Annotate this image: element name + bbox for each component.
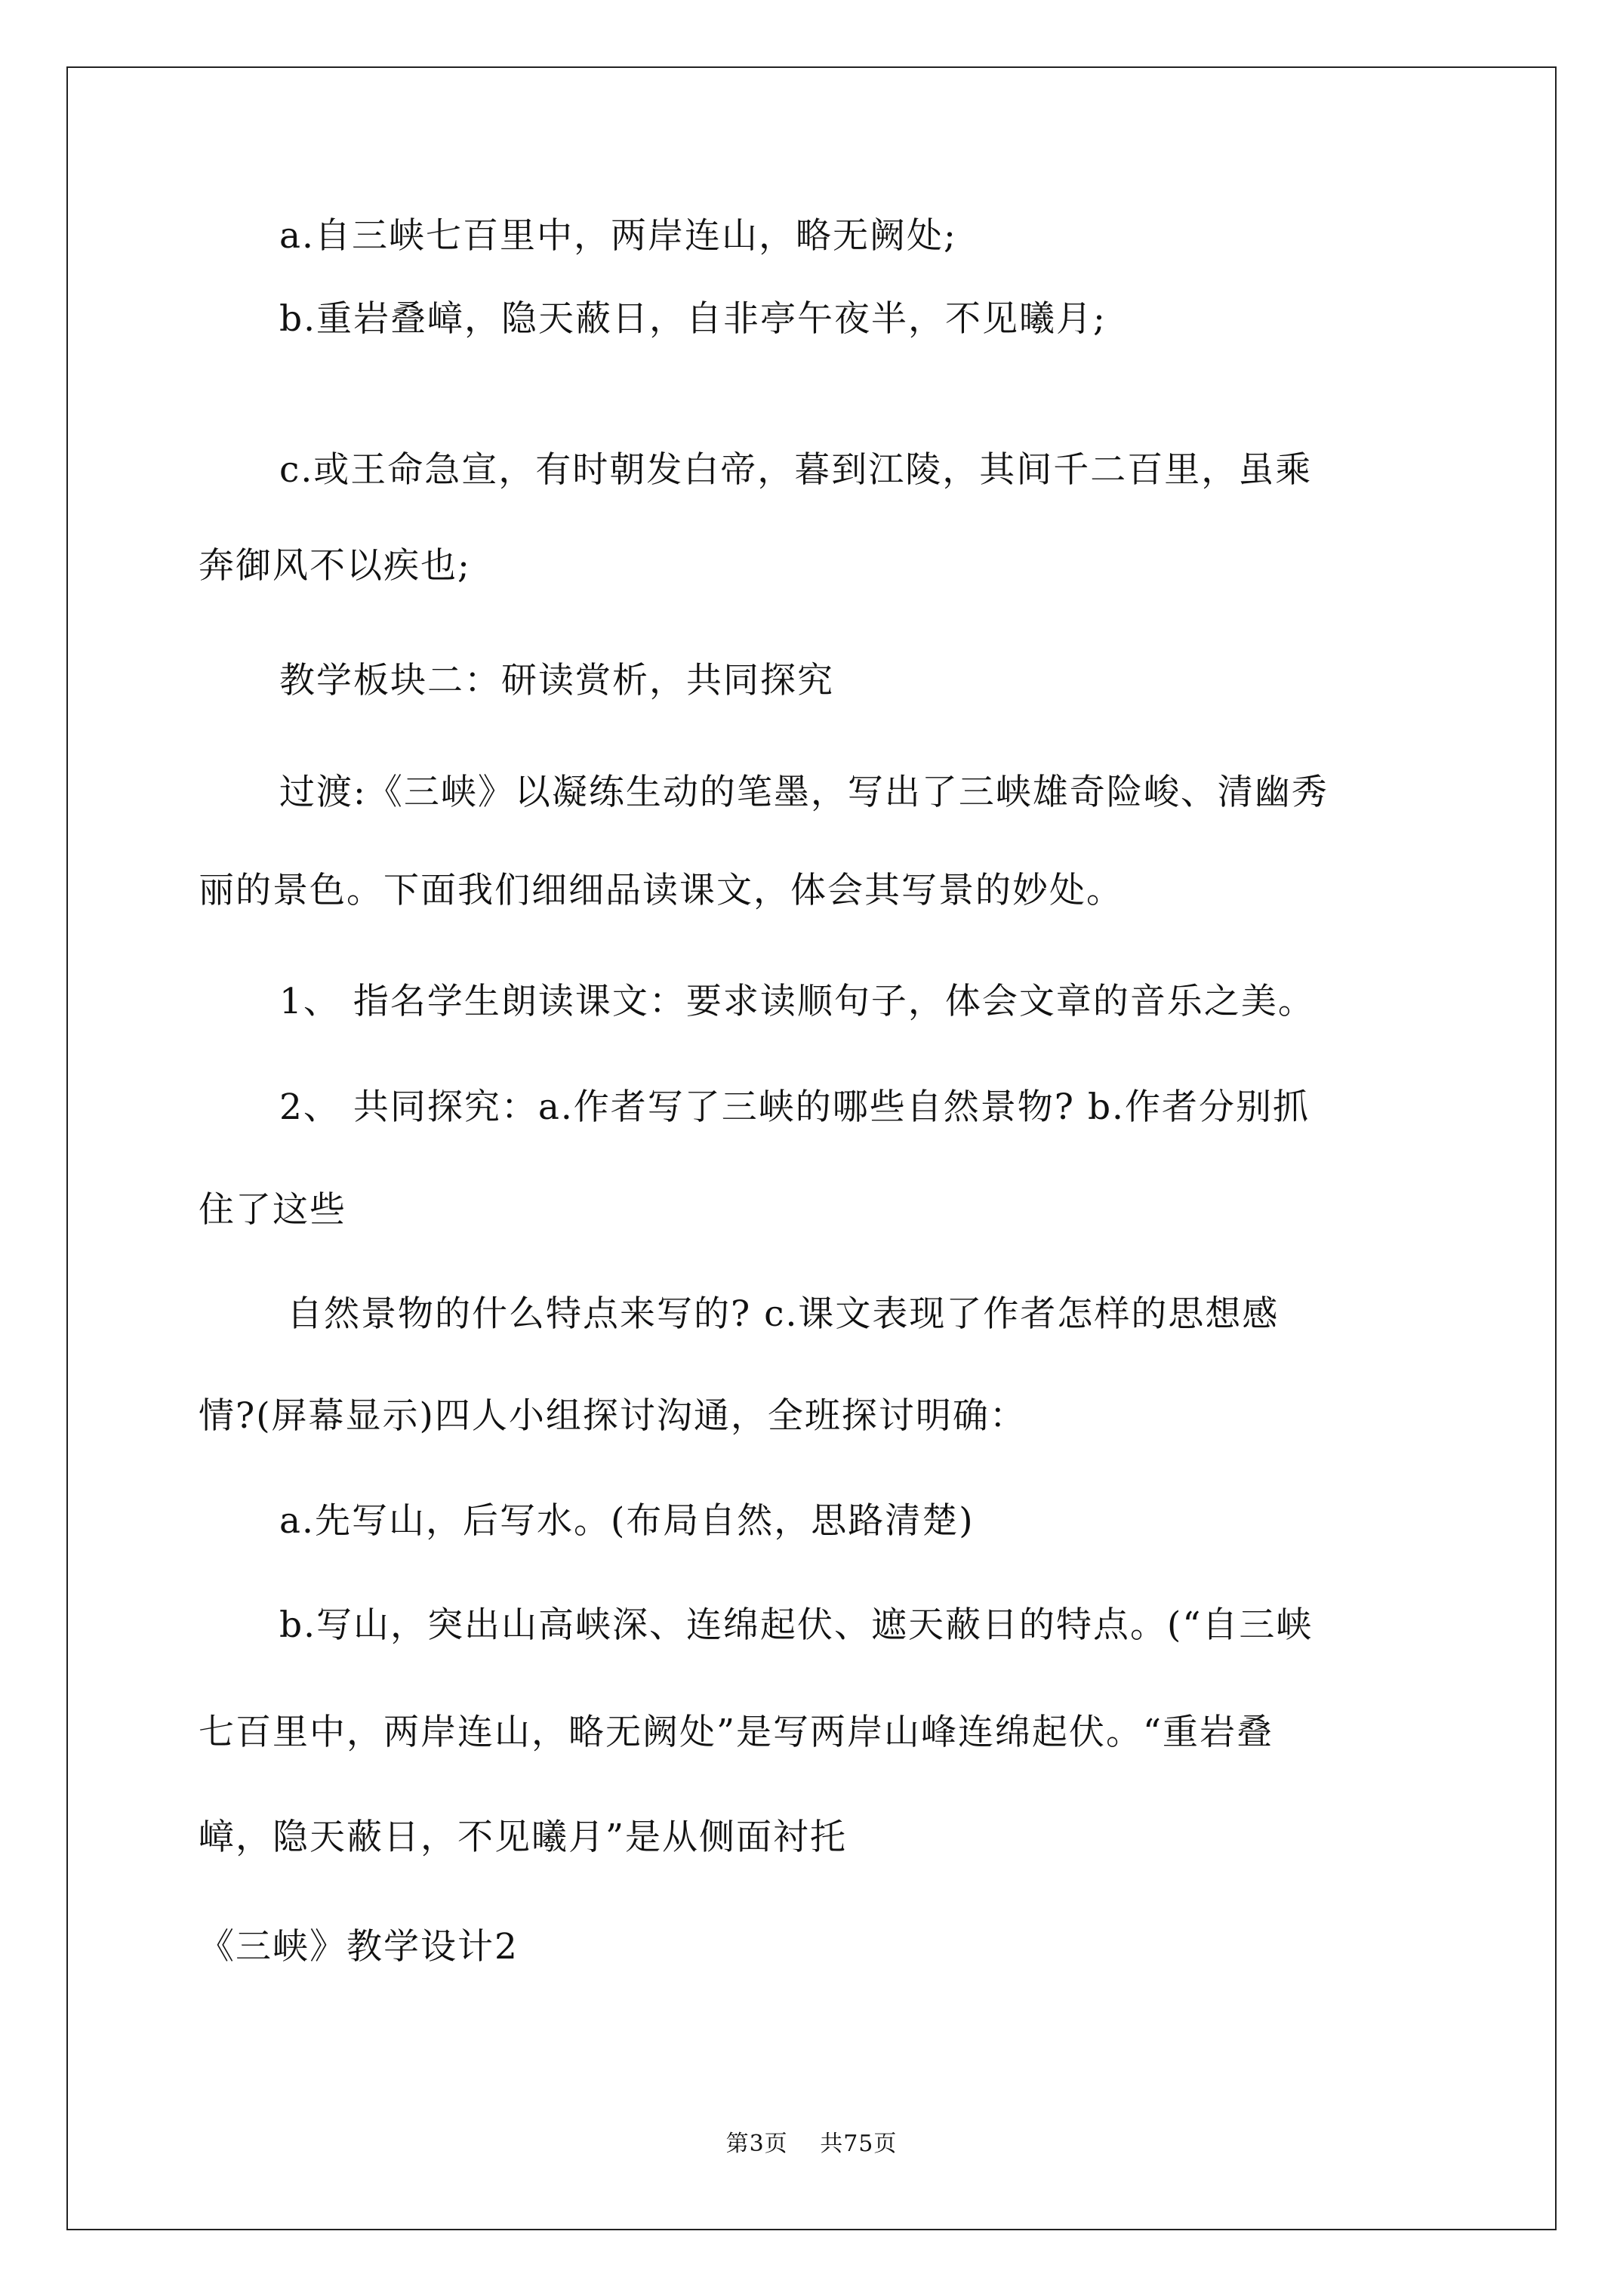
text-line: 丽的景色。下面我们细细品读课文，体会其写景的妙处。 <box>199 870 1123 911</box>
text-line: 1、 指名学生朗读课文：要求读顺句子，体会文章的音乐之美。 <box>279 981 1315 1022</box>
text-line: c.或王命急宣，有时朝发白帝，暮到江陵，其间千二百里，虽乘 <box>279 449 1313 491</box>
text-line: b.写山，突出山高峡深、连绵起伏、遮天蔽日的特点。(“自三峡 <box>279 1604 1313 1646</box>
page-total: 共75页 <box>820 2131 898 2157</box>
section-heading: 教学板块二：研读赏析，共同探究 <box>279 660 834 701</box>
text-line: 奔御风不以疾也; <box>199 545 471 587</box>
text-line: 七百里中，两岸连山，略无阙处”是写两岸山峰连绵起伏。“重岩叠 <box>199 1712 1274 1753</box>
text-line: a.自三峡七百里中，两岸连山，略无阙处; <box>279 215 957 257</box>
text-line: a.先写山，后写水。(布局自然，思路清楚) <box>279 1500 975 1542</box>
text-line: 情?(屏幕显示)四人小组探讨沟通，全班探讨明确： <box>199 1395 1027 1437</box>
text-line: 嶂，隐天蔽日，不见曦月”是从侧面衬托 <box>199 1817 848 1858</box>
document-subtitle: 《三峡》教学设计2 <box>199 1926 519 1968</box>
page-number: 第3页 <box>725 2131 788 2157</box>
page-footer <box>0 2129 1623 2159</box>
text-line: 住了这些 <box>199 1189 346 1231</box>
text-line: 2、 共同探究：a.作者写了三峡的哪些自然景物? b.作者分别抓 <box>279 1086 1310 1128</box>
text-line: b.重岩叠嶂，隐天蔽日，自非亭午夜半，不见曦月; <box>279 298 1107 340</box>
page-border <box>66 66 1557 2230</box>
text-line: 过渡:《三峡》以凝练生动的笔墨，写出了三峡雄奇险峻、清幽秀 <box>279 772 1329 813</box>
text-line: 自然景物的什么特点来写的? c.课文表现了作者怎样的思想感 <box>287 1293 1280 1335</box>
